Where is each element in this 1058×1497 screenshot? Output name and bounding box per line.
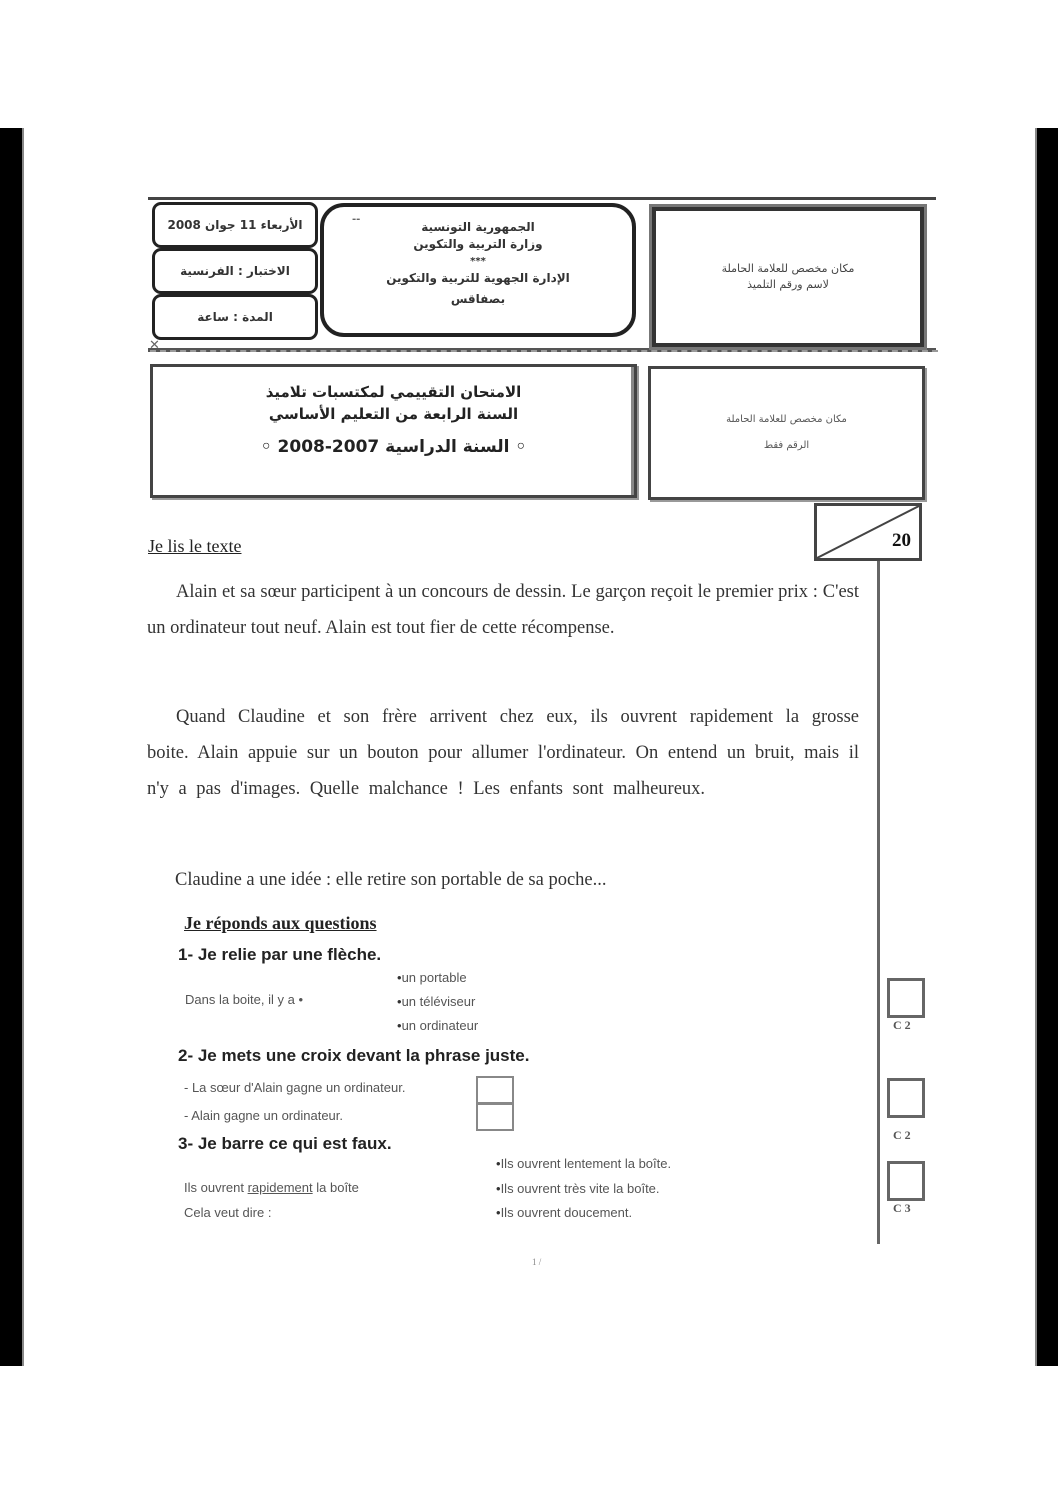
exam-subject: الاختبار : الفرنسية	[180, 264, 290, 278]
ministry-line-1: الجمهورية التونسية	[421, 220, 535, 234]
criterion-mark-box[interactable]	[887, 978, 925, 1018]
student-box-line-1: مكان مخصص للعلامة الحاملة	[721, 262, 855, 275]
exam-title-line-3: ◦ السنة الدراسية 2007-2008 ◦	[260, 437, 527, 457]
reading-paragraph-3: Claudine a une idée : elle retire son portable de sa poche...	[175, 870, 607, 890]
duration-box	[152, 294, 318, 340]
student-code-box	[648, 366, 925, 500]
question-1-option[interactable]: • un portable	[397, 970, 467, 985]
ministry-line-2: وزارة التربية والتكوين	[413, 237, 543, 251]
ministry-line-4: الإدارة الجهوية للتربية والتكوين	[386, 271, 570, 285]
question-3-prompt-line-2: Cela veut dire :	[184, 1205, 272, 1220]
question-2-statement: - La sœur d'Alain gagne un ordinateur.	[184, 1080, 406, 1095]
exam-title-line-1: الامتحان التقييمي لمكتسبات تلاميذ	[265, 383, 522, 401]
question-3-prompt: Ils ouvrent rapidement la boîte	[184, 1180, 359, 1195]
page-number: 1 /	[532, 1257, 542, 1267]
question-2-label: 2- Je mets une croix devant la phrase juste.	[178, 1046, 530, 1065]
exam-date-box	[152, 202, 318, 248]
ministry-box	[320, 203, 636, 337]
scissors-icon: ✕	[149, 338, 160, 353]
code-box-line-1: مكان مخصص للعلامة الحاملة	[726, 414, 847, 425]
student-box-line-2: لاسم ورقم التلميذ	[747, 278, 829, 291]
criterion-label: C 2	[893, 1128, 911, 1142]
exam-duration: المدة : ساعة	[197, 310, 273, 324]
reading-paragraph-1: Alain et sa sœur participent à un concours de dessin. Le garçon reçoit le premier prix : C'est un ordinateur tout neuf. Alain est tout fier de cette récompense.	[147, 582, 859, 638]
exam-date: الأربعاء 11 جوان 2008	[167, 218, 303, 232]
questions-title: Je réponds aux questions	[184, 913, 377, 933]
question-3-option[interactable]: • Ils ouvrent doucement.	[496, 1205, 632, 1220]
scan-border-left	[0, 128, 24, 1366]
subject-box	[152, 248, 318, 294]
score-total: 20	[892, 530, 911, 551]
question-2-checkbox[interactable]	[476, 1103, 514, 1131]
question-3-keyword: rapidement	[247, 1180, 313, 1195]
criterion-mark-box[interactable]	[887, 1078, 925, 1118]
question-1-option[interactable]: • un téléviseur	[397, 994, 475, 1009]
question-1-prompt: Dans la boite, il y a •	[185, 992, 303, 1007]
student-name-box	[652, 207, 924, 347]
question-1-option[interactable]: • un ordinateur	[397, 1018, 478, 1033]
ministry-line-3: ***	[470, 256, 486, 267]
question-3-label: 3- Je barre ce qui est faux.	[178, 1134, 392, 1153]
exam-title-line-2: السنة الرابعة من التعليم الأساسي	[268, 405, 519, 423]
scan-border-right	[1035, 128, 1058, 1366]
criterion-mark-box[interactable]	[887, 1161, 925, 1201]
ministry-line-5: بصفاقس	[450, 292, 506, 306]
score-box	[814, 503, 922, 561]
ministry-mark: --	[352, 214, 361, 225]
criterion-label: C 3	[893, 1201, 911, 1215]
question-1-label: 1- Je relie par une flèche.	[178, 945, 382, 964]
criterion-label: C 2	[893, 1018, 911, 1032]
cut-line	[150, 350, 938, 352]
question-2-statement: - Alain gagne un ordinateur.	[184, 1108, 344, 1123]
reading-paragraph-2: Quand Claudine et son frère arrivent chez eux, ils ouvrent rapidement la grosse boite. Alain appuie sur un bouton pour allumer l'ordinateur. On entend un bruit, mais il n'y a pas d'images. Quelle malchance ! Les enfants sont malheureux.	[147, 707, 859, 799]
question-2-checkbox[interactable]	[476, 1076, 514, 1104]
question-3-option[interactable]: • Ils ouvrent lentement la boîte.	[496, 1156, 671, 1171]
reading-title: Je lis le texte	[148, 536, 242, 556]
code-box-line-2: الرقم فقط	[763, 440, 810, 451]
margin-line	[877, 561, 880, 1244]
question-3-option[interactable]: • Ils ouvrent très vite la boîte.	[496, 1181, 660, 1196]
exam-title-box	[150, 364, 637, 498]
